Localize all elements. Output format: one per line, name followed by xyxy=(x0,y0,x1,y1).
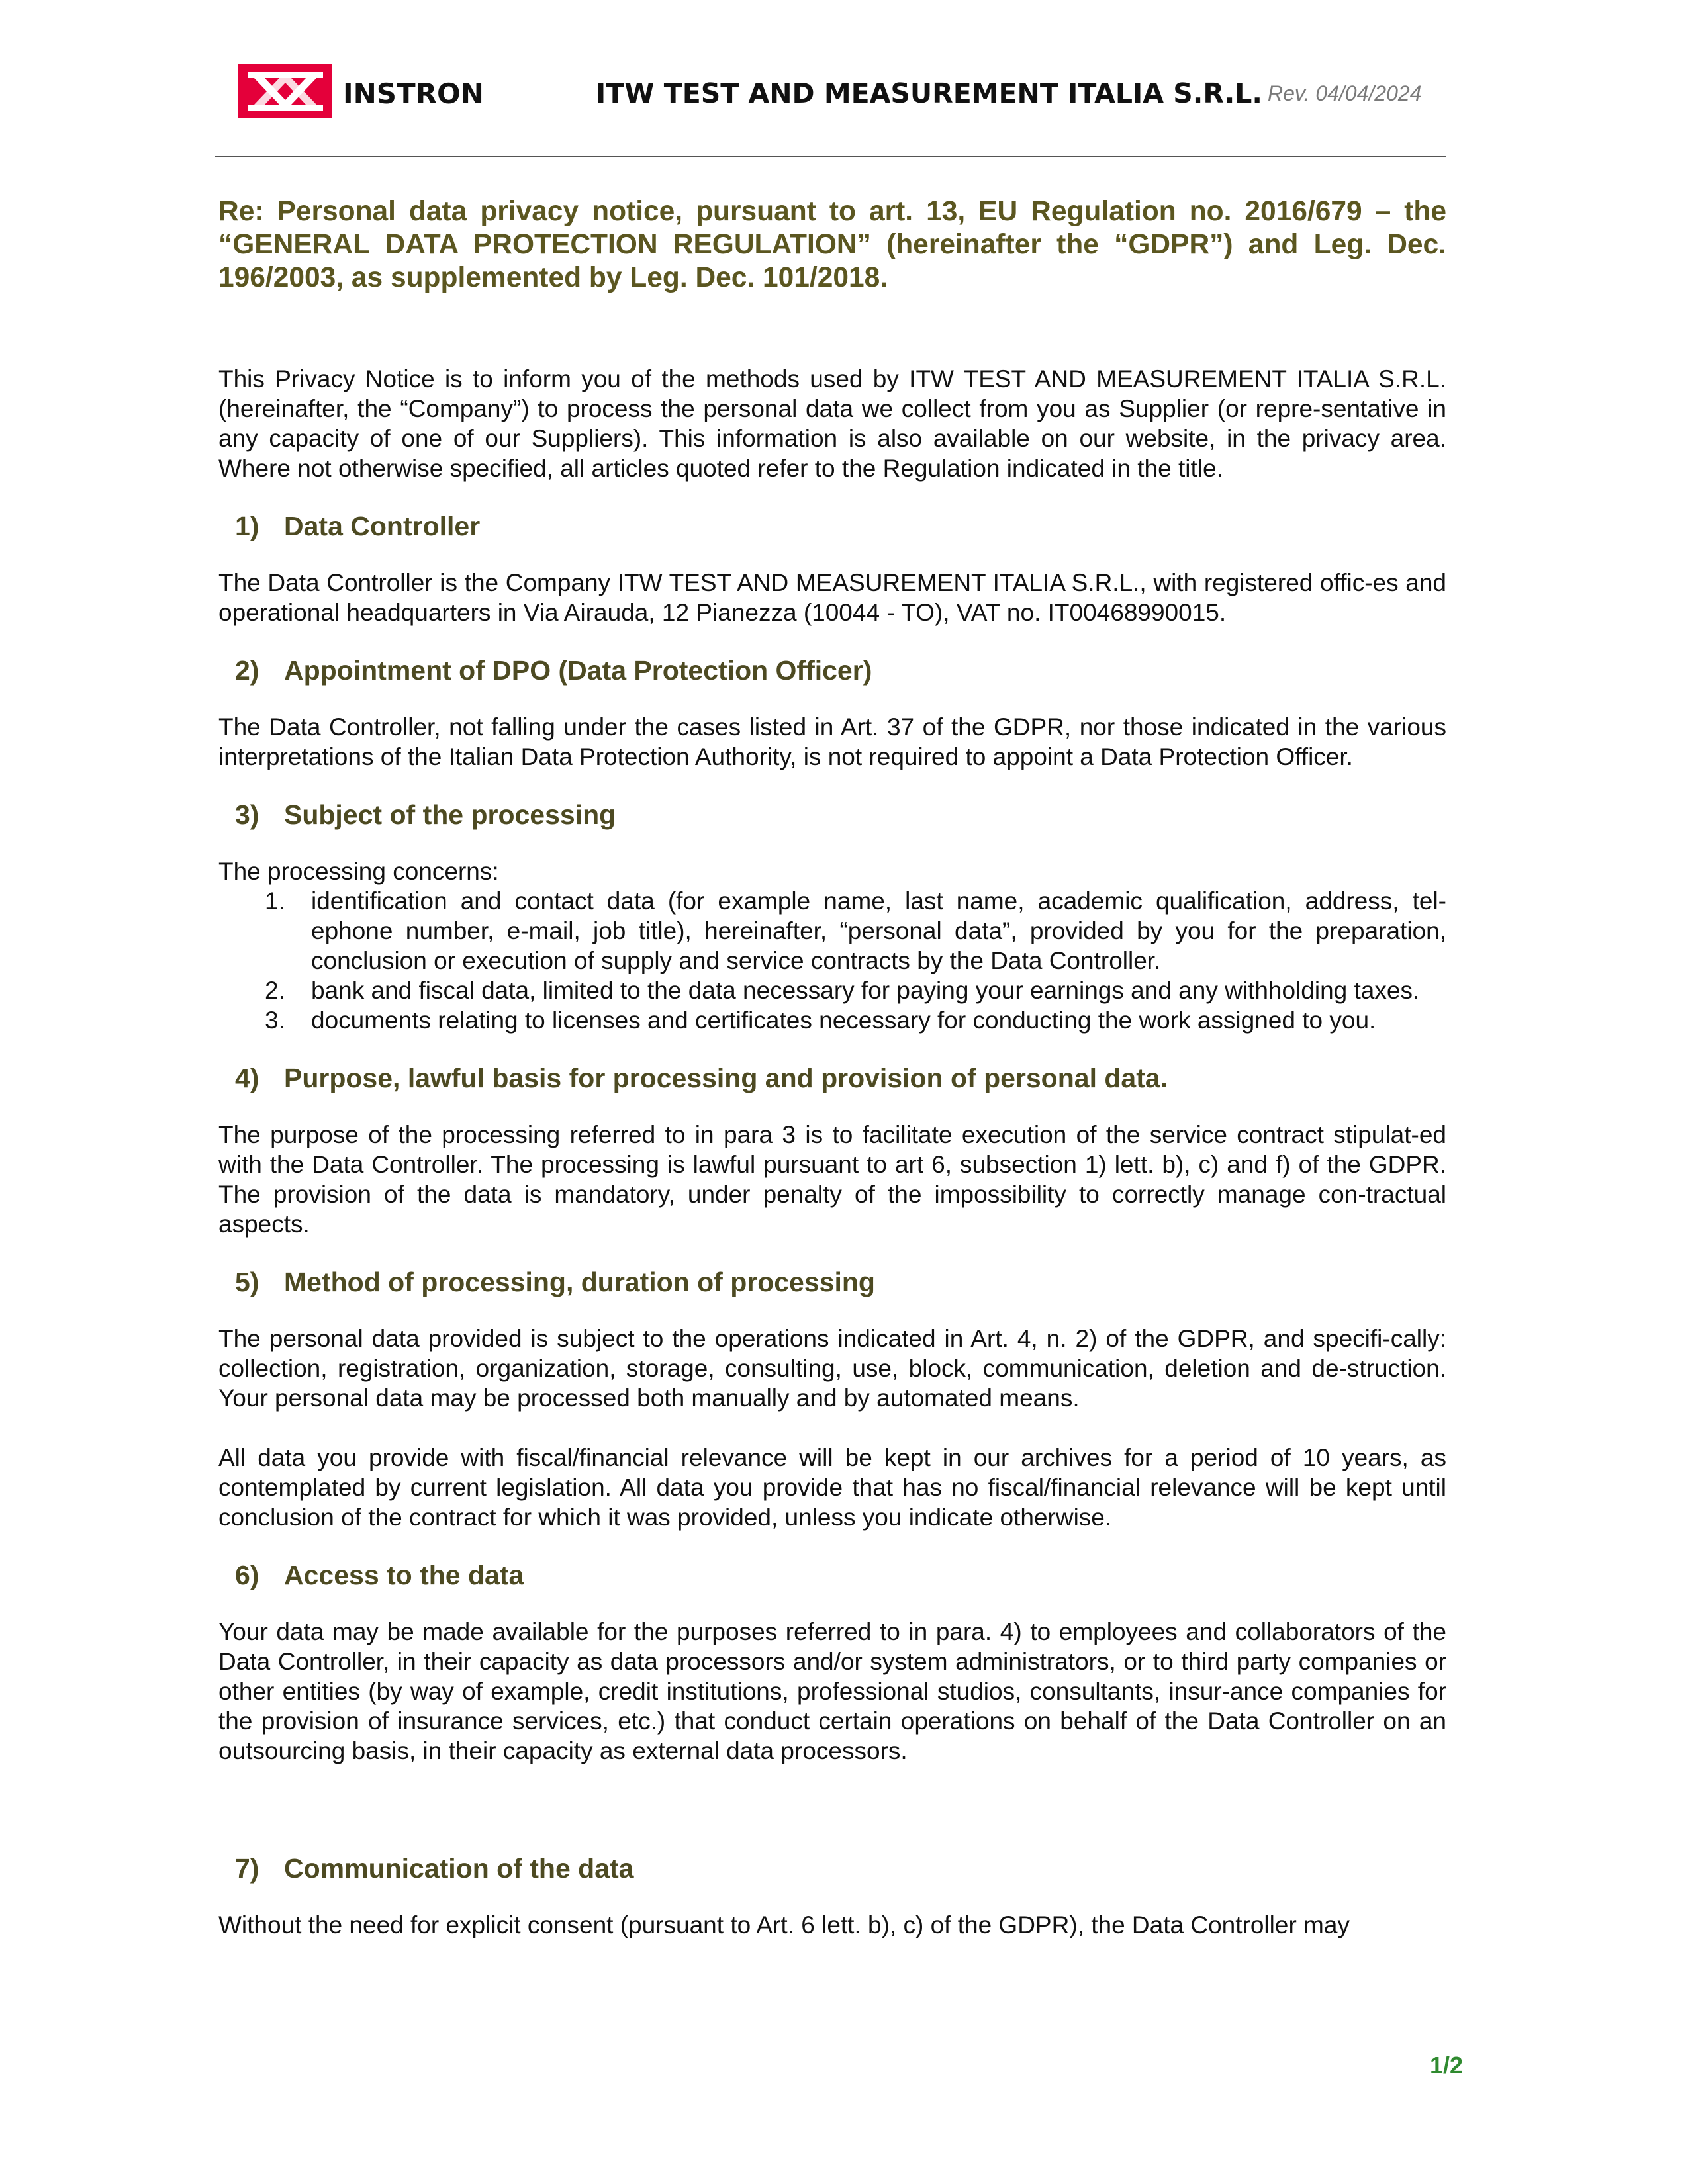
brand-wordmark: INSTRON xyxy=(343,77,484,110)
section-heading-1: 1) Data Controller xyxy=(235,511,481,541)
section-text-1: The Data Controller is the Company ITW TEST AND MEASUREMENT ITALIA S.R.L., with registered offic-es and operational headquarters in Via Airauda, 12 Pianezza (10044 - TO), VAT no. IT00468990015. xyxy=(218,569,1446,626)
section-text-2: The Data Controller, not falling under the cases listed in Art. 37 of the GDPR, nor those indicated in the various interpretations of the Italian Data Protection Authority, is not required to appoint a Data Protection Officer. xyxy=(218,713,1446,770)
instron-logo xyxy=(238,63,530,122)
list-item: 1. identification and contact data (for example name, last name, academic qualification, address, tel-ephone number, e-mail, job title), hereinafter, “personal data”, provided by you for the preparation, conclusion or execution of supply and service contracts by the Data Controller. xyxy=(265,887,1446,974)
intro-paragraph: This Privacy Notice is to inform you of the methods used by ITW TEST AND MEASUREMENT ITALIA S.R.L. (hereinafter, the “Company”) to process the personal data we collect from you as Supplier (or repre-sentative in any capacity of one of our Suppliers). This information is also available on our website, in the privacy area. Where not otherwise specified, all articles quoted refer to the Regulation indicated in the title. xyxy=(218,365,1446,482)
section-heading-3: 3) Subject of the processing xyxy=(235,799,616,830)
processing-list xyxy=(218,886,1446,1035)
document-title: Re: Personal data privacy notice, pursuant to art. 13, EU Regulation no. 2016/679 – the “GENERAL DATA PROTECTION REGULATION” (hereinafter the “GDPR”) and Leg. Dec. 196/2003, as supplemented by Leg. Dec. 101/2018. xyxy=(218,196,1446,293)
section-text-7: Without the need for explicit consent (pursuant to Art. 6 lett. b), c) of the GDPR), the Data Controller may xyxy=(218,1911,1350,1938)
document-body xyxy=(218,195,1446,1940)
section-heading-6: 6) Access to the data xyxy=(235,1560,524,1590)
header-divider xyxy=(215,156,1446,157)
revision-date: Rev. 04/04/2024 xyxy=(1268,81,1422,105)
section-heading-5: 5) Method of processing, duration of processing xyxy=(235,1267,875,1297)
list-item: 2. bank and fiscal data, limited to the data necessary for paying your earnings and any withholding taxes. xyxy=(265,977,1420,1004)
section-text-5: The personal data provided is subject to the operations indicated in Art. 4, n. 2) of the GDPR, and specifi-cally: collection, registration, organization, storage, consulting, use, block, communication, deletion and de-struction. Your personal data may be processed both manually and by automated means. xyxy=(218,1325,1446,1412)
section-text-3: The processing concerns: xyxy=(218,858,499,885)
section-text-6: Your data may be made available for the purposes referred to in para. 4) to employees and collaborators of the Data Controller, in their capacity as data processors and/or system administrators, or to third party companies or other entities (by way of example, credit institutions, professional studios, consultants, insur-ance companies for the provision of insurance services, etc.) that conduct certain operations on behalf of the Data Controller on an outsourcing basis, in their capacity as external data processors. xyxy=(218,1618,1446,1764)
page-header xyxy=(238,63,1430,122)
section-text-4: The purpose of the processing referred to in para 3 is to facilitate execution of the service contract stipulat-ed with the Data Controller. The processing is lawful pursuant to art 6, subsection 1) lett. b), c) and f) of the GDPR. The provision of the data is mandatory, under penalty of the impossibility to correctly manage con-tractual aspects. xyxy=(218,1121,1446,1238)
section-text-5b: All data you provide with fiscal/financial relevance will be kept in our archives for a period of 10 years, as contemplated by current legislation. All data you provide that has no fiscal/financial relevance will be kept until conclusion of the contract for which it was provided, unless you indicate otherwise. xyxy=(218,1444,1446,1531)
page-number: 1/2 xyxy=(1430,2052,1464,2079)
section-heading-2: 2) Appointment of DPO (Data Protection Officer) xyxy=(235,655,872,686)
list-item: 3. documents relating to licenses and certificates necessary for conducting the work assigned to you. xyxy=(265,1007,1376,1034)
company-name: ITW TEST AND MEASUREMENT ITALIA S.R.L. xyxy=(596,77,1262,109)
section-heading-4: 4) Purpose, lawful basis for processing and provision of personal data. xyxy=(235,1063,1168,1093)
section-heading-7: 7) Communication of the data xyxy=(235,1853,634,1884)
